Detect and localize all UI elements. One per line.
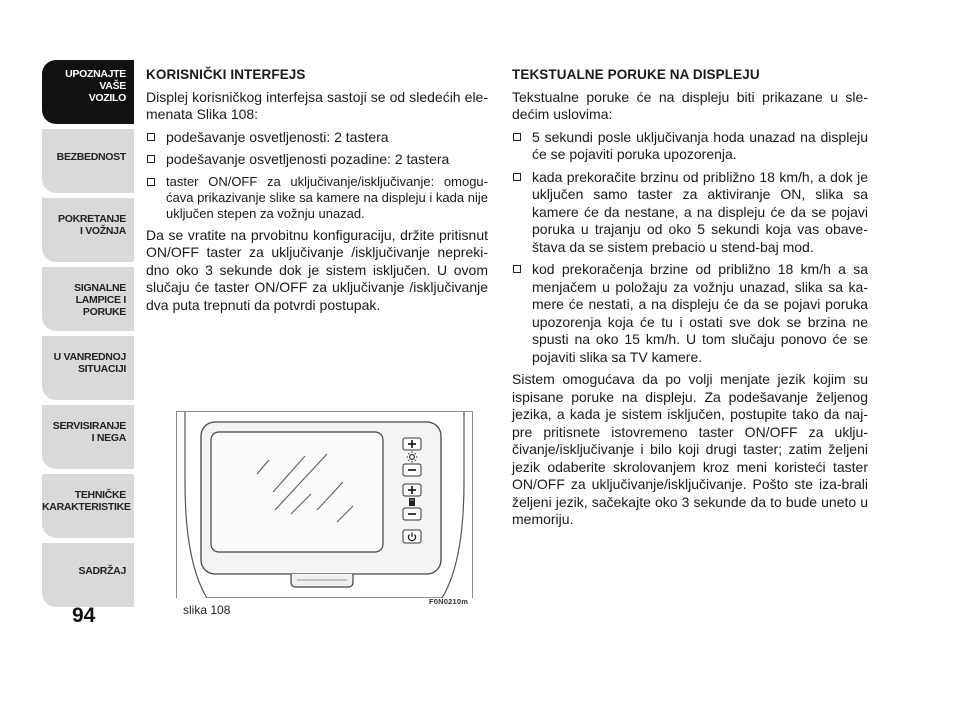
list-item: taster ON/OFF za uključivanje/isključivanje: omogu-ćava prikazivanje slike sa kamere na displeju i kada nije uključen stepen za vožnju unazad. (146, 174, 488, 222)
tab-line: TEHNIČKE (74, 489, 126, 501)
control-buttons (401, 436, 425, 548)
tab-line: SADRŽAJ (78, 565, 126, 577)
tab-signalne-lampice-i-poruke[interactable] (42, 267, 134, 331)
tab-line: POKRETANJE (58, 213, 126, 225)
section-heading: TEKSTUALNE PORUKE NA DISPLEJU (512, 67, 760, 82)
tab-line: SIGNALNE (74, 282, 126, 294)
minus-icon (403, 508, 421, 520)
list-item: kod prekoračenja brzine od približno 18 km/h a sa menjačem u položaju za vožnju unazad, slika sa ka-mere će nestati, a na displeju će da se pojavi poruka upozorenja koja će tu i ostati sve dok se brzina ne spusti na oko 15 km/h. U tom slučaju ponovo će se pojaviti slika sa TV kamere. (512, 261, 868, 366)
intro-paragraph: Displej korisničkog interfejsa sastoji se od sledećih ele-menata Slika 108: (146, 88, 488, 122)
tab-servisiranje-i-nega[interactable] (42, 405, 134, 469)
tab-line: SERVISIRANJE (52, 420, 126, 432)
tab-line: BEZBEDNOST (56, 151, 126, 163)
tab-line: KARAKTERISTIKE (42, 501, 131, 513)
plus-icon (403, 438, 421, 450)
tab-bezbednost[interactable] (42, 129, 134, 193)
tab-u-vanrednoj-situaciji[interactable] (42, 336, 134, 400)
tab-line: U VANREDNOJ (53, 351, 126, 363)
tab-line: VAŠE (99, 80, 126, 92)
tab-upoznajte-vase-vozilo[interactable] (42, 60, 134, 124)
tab-tehnicke-karakteristike[interactable] (42, 474, 134, 538)
tab-line: I VOŽNJA (79, 225, 126, 237)
bullet-list (512, 129, 868, 367)
tab-line: VOZILO (88, 92, 126, 104)
tab-line: SITUACIJI (77, 363, 126, 375)
body-paragraph: Da se vratite na prvobitnu konfiguraciju, držite pritisnut ON/OFF taster za uključivanje /isključivanje nepreki-dno oko 3 sekunde dok je sistem isključen. U ovom slučaju će taster ON/OFF za uključivanje /isključivanje dva puta trepnuti da potvrdi postupak. (146, 226, 488, 313)
minus-icon (403, 464, 421, 476)
display-drawing (177, 412, 472, 598)
body-paragraph: Sistem omogućava da po volji menjate jezik kojim su ispisane poruke na displeju. Za podešavanje željenog jezika, a kada je sistem isključen, postupite tako da naj-pre pritisnete istovremeno taster ON/OFF za uklju-čivanje/isključivanje i bilo koji drugi taster; zatim željeni jezik odaberite skrolovanjem kroz meni koristeći taster ON/OFF za uključivanje/isključivanje. Pošto ste iza-brali željeni jezik, sačekajte oko 3 sekunde da to bude uneto u memoriju. (512, 371, 868, 527)
tab-line: UPOZNAJTE (65, 68, 126, 80)
tab-pokretanje-i-voznja[interactable] (42, 198, 134, 262)
power-icon (403, 530, 421, 543)
tab-line: I NEGA (91, 432, 126, 444)
list-item: 5 sekundi posle uključivanja hoda unazad na displeju će se pojaviti poruka upozorenja. (512, 129, 868, 164)
list-item: kada prekoračite brzinu od približno 18 km/h, a dok je uključen samo taster za aktiviranje ON, slika sa kamere će da nestane, a na displeju će da se pojavi poruka u trajanju od oko 5 sekundi koja vas obave-štava da se sistem prebacio u stend-baj mod. (512, 169, 868, 257)
figure-caption: slika 108 (183, 603, 231, 617)
plus-icon (403, 484, 421, 496)
display-illustration (176, 411, 473, 598)
intro-paragraph: Tekstualne poruke će na displeju biti prikazane u sle-dećim uslovima: (512, 88, 868, 122)
page-number: 94 (72, 604, 96, 627)
tab-line: LAMPICE I PORUKE (75, 294, 126, 318)
figure-code: F0N0210m (429, 597, 469, 606)
backlight-icon (409, 498, 415, 506)
section-heading: KORISNIČKI INTERFEJS (146, 67, 306, 82)
right-column (512, 66, 868, 534)
list-item: podešavanje osvetljenosti: 2 tastera (146, 129, 488, 147)
list-item: podešavanje osvetljenosti pozadine: 2 tastera (146, 151, 488, 169)
brightness-icon (407, 452, 418, 463)
tab-sadrzaj[interactable] (42, 543, 134, 607)
bullet-list (146, 129, 488, 222)
left-column (146, 66, 488, 319)
